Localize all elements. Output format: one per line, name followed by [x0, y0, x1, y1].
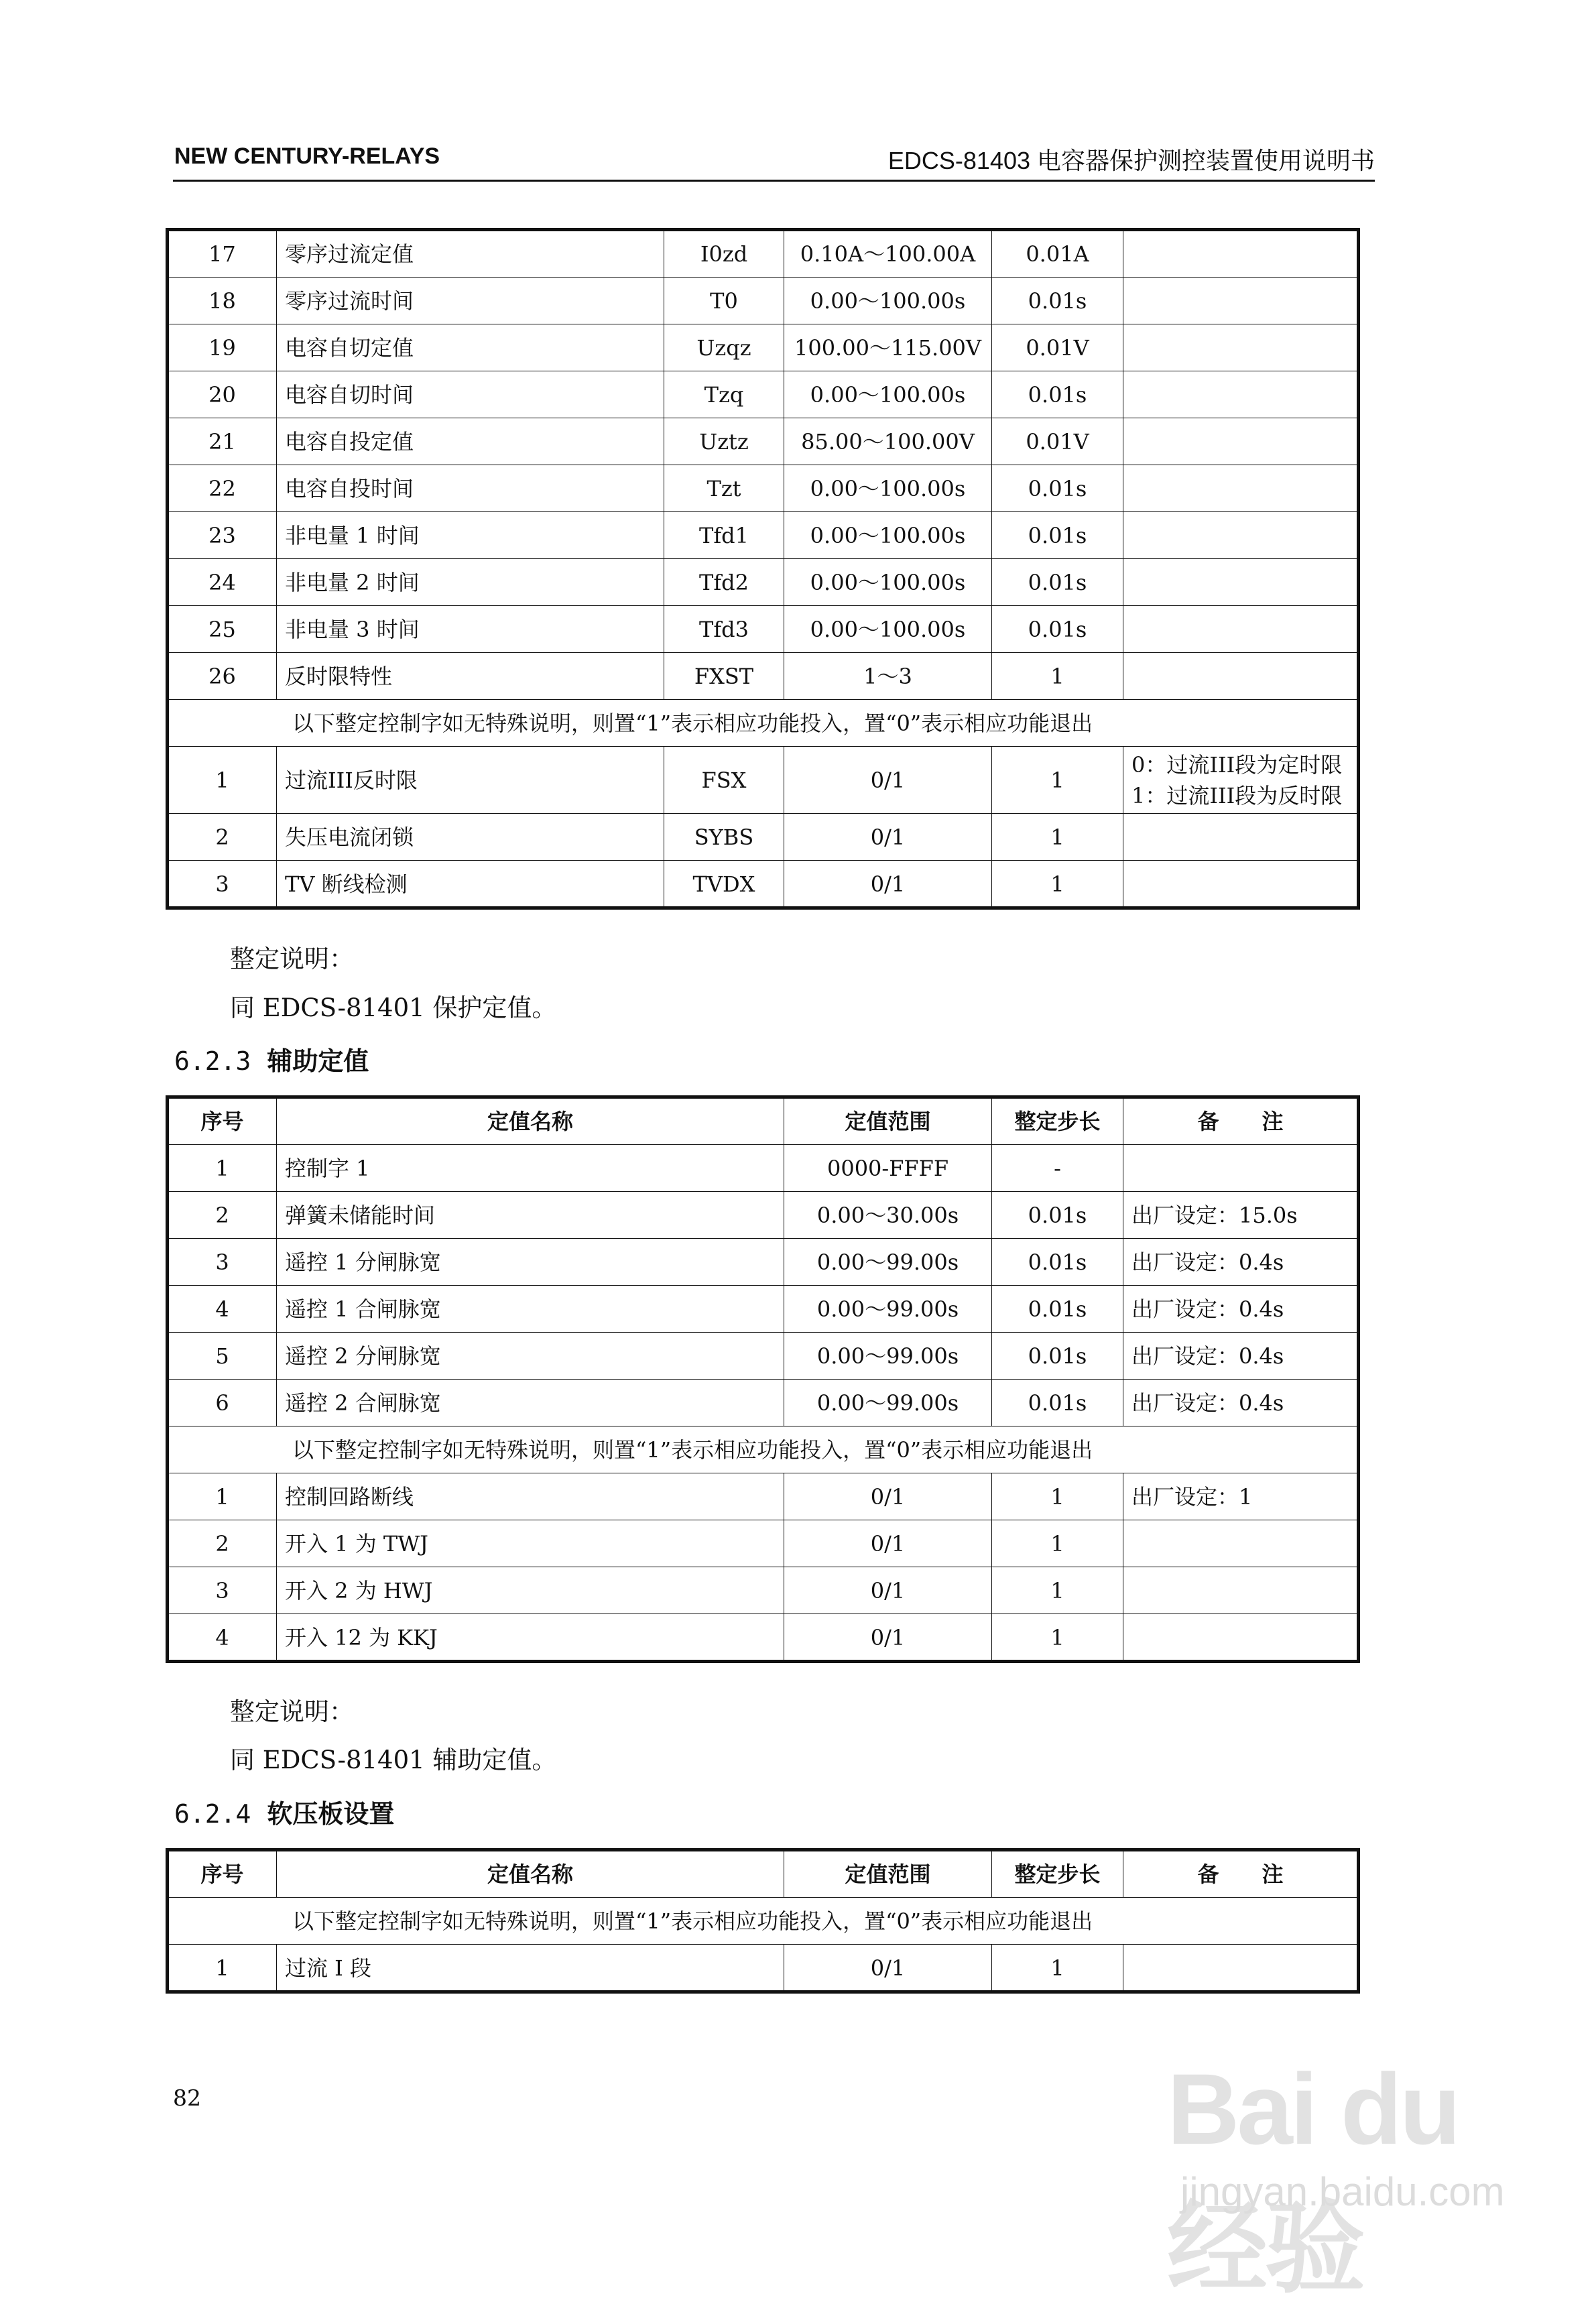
setting-code: FSX — [664, 747, 784, 814]
section-title: 软压板设置 — [267, 1799, 395, 1829]
setting-step: 1 — [992, 861, 1123, 908]
setting-note: 出厂设定：0.4s — [1123, 1333, 1358, 1380]
setting-code: TVDX — [664, 861, 784, 908]
table-span-row — [168, 700, 1358, 747]
setting-note — [1123, 1567, 1358, 1614]
table-row — [168, 418, 1358, 465]
setting-range: 0/1 — [784, 1473, 992, 1520]
row-number: 18 — [168, 278, 277, 324]
table-row — [168, 1567, 1358, 1614]
setting-step: 0.01s — [992, 1239, 1123, 1286]
header-remarks: 备 注 — [1123, 1098, 1358, 1145]
setting-note-text: 同 EDCS-81401 辅助定值。 — [230, 1746, 557, 1774]
setting-name: 遥控 1 合闸脉宽 — [277, 1286, 784, 1333]
setting-code: Tfd3 — [664, 606, 784, 653]
table-row — [168, 559, 1358, 606]
setting-note: 出厂设定：1 — [1123, 1473, 1358, 1520]
baidu-jingyan-watermark — [1120, 2051, 1516, 2305]
setting-note — [1123, 606, 1358, 653]
header-setting-name: 定值名称 — [277, 1851, 784, 1898]
setting-step: 0.01V — [992, 324, 1123, 371]
table-row — [168, 465, 1358, 512]
setting-range: 0.00～100.00s — [784, 278, 992, 324]
setting-step: 0.01s — [992, 278, 1123, 324]
watermark-url: jingyan.baidu.com — [1180, 2169, 1505, 2214]
setting-note — [1123, 512, 1358, 559]
setting-range: 0.00～100.00s — [784, 465, 992, 512]
table-header-row — [168, 1851, 1358, 1898]
setting-note: 出厂设定：0.4s — [1123, 1380, 1358, 1426]
setting-step: 1 — [992, 1520, 1123, 1567]
row-number: 1 — [168, 1473, 277, 1520]
table-row — [168, 1380, 1358, 1426]
setting-range: 0000-FFFF — [784, 1145, 992, 1192]
table-row — [168, 324, 1358, 371]
setting-name: 开入 2 为 HWJ — [277, 1567, 784, 1614]
row-number: 3 — [168, 1567, 277, 1614]
setting-code: I0zd — [664, 231, 784, 278]
table-row — [168, 512, 1358, 559]
row-number: 4 — [168, 1614, 277, 1661]
setting-range: 0/1 — [784, 747, 992, 814]
row-number: 1 — [168, 747, 277, 814]
table-row — [168, 1520, 1358, 1567]
setting-range: 0/1 — [784, 1567, 992, 1614]
setting-note — [1123, 1614, 1358, 1661]
soft-strap-table — [168, 1850, 1358, 1992]
section-number: 6.2.4 — [174, 1799, 251, 1829]
setting-range: 0/1 — [784, 814, 992, 861]
table-row — [168, 1145, 1358, 1192]
setting-name: 非电量 1 时间 — [277, 512, 664, 559]
setting-name: 电容自投定值 — [277, 418, 664, 465]
watermark-brand: Bai du 经验 — [1167, 2053, 1459, 2305]
setting-step: 1 — [992, 653, 1123, 700]
setting-step: 0.01V — [992, 418, 1123, 465]
setting-code: FXST — [664, 653, 784, 700]
setting-step: - — [992, 1145, 1123, 1192]
control-word-instruction: 以下整定控制字如无特殊说明，则置“1”表示相应功能投入，置“0”表示相应功能退出 — [168, 1898, 1358, 1945]
setting-name: 过流III反时限 — [277, 747, 664, 814]
table-row — [168, 747, 1358, 814]
table-header-row — [168, 1098, 1358, 1145]
setting-code: Uzqz — [664, 324, 784, 371]
table-row — [168, 653, 1358, 700]
row-number: 24 — [168, 559, 277, 606]
section-number: 6.2.3 — [174, 1046, 251, 1076]
table-row — [168, 1614, 1358, 1661]
table-row — [168, 371, 1358, 418]
row-number: 2 — [168, 814, 277, 861]
setting-range: 0.00～100.00s — [784, 559, 992, 606]
table-row — [168, 1239, 1358, 1286]
setting-step: 1 — [992, 747, 1123, 814]
setting-step: 0.01s — [992, 371, 1123, 418]
setting-note — [1123, 324, 1358, 371]
setting-step: 1 — [992, 1567, 1123, 1614]
setting-name: 控制字 1 — [277, 1145, 784, 1192]
row-number: 21 — [168, 418, 277, 465]
setting-note — [1123, 371, 1358, 418]
setting-range: 0.00～30.00s — [784, 1192, 992, 1239]
setting-name: 非电量 3 时间 — [277, 606, 664, 653]
setting-name: 遥控 2 分闸脉宽 — [277, 1333, 784, 1380]
setting-range: 0.10A～100.00A — [784, 231, 992, 278]
setting-note-label: 整定说明： — [230, 1697, 354, 1726]
setting-name: 开入 1 为 TWJ — [277, 1520, 784, 1567]
setting-note — [1123, 747, 1358, 814]
row-number: 1 — [168, 1945, 277, 1992]
auxiliary-settings-table — [168, 1097, 1358, 1661]
setting-note — [1123, 653, 1358, 700]
note-line: 0：过流III段为定时限 — [1131, 751, 1343, 778]
header-setting-name: 定值名称 — [277, 1098, 784, 1145]
setting-range: 0/1 — [784, 1520, 992, 1567]
setting-name: TV 断线检测 — [277, 861, 664, 908]
setting-code: Tzq — [664, 371, 784, 418]
setting-step: 0.01s — [992, 1380, 1123, 1426]
table-span-row — [168, 1898, 1358, 1945]
control-word-instruction: 以下整定控制字如无特殊说明，则置“1”表示相应功能投入，置“0”表示相应功能退出 — [168, 700, 1358, 747]
header-step: 整定步长 — [992, 1098, 1123, 1145]
page-number: 82 — [173, 2085, 201, 2111]
setting-name: 遥控 2 合闸脉宽 — [277, 1380, 784, 1426]
table-row — [168, 1333, 1358, 1380]
table-row — [168, 1192, 1358, 1239]
setting-note — [1123, 1945, 1358, 1992]
setting-range: 0/1 — [784, 1945, 992, 1992]
setting-note-text: 同 EDCS-81401 保护定值。 — [230, 993, 557, 1022]
setting-range: 0.00～99.00s — [784, 1380, 992, 1426]
setting-code: SYBS — [664, 814, 784, 861]
setting-step: 1 — [992, 1614, 1123, 1661]
setting-note: 出厂设定：0.4s — [1123, 1239, 1358, 1286]
table-row — [168, 861, 1358, 908]
setting-step: 1 — [992, 1945, 1123, 1992]
setting-range: 0.00～99.00s — [784, 1333, 992, 1380]
setting-name: 零序过流定值 — [277, 231, 664, 278]
setting-note — [1123, 231, 1358, 278]
setting-note — [1123, 1145, 1358, 1192]
row-number: 3 — [168, 1239, 277, 1286]
setting-range: 0.00～100.00s — [784, 371, 992, 418]
header-serial: 序号 — [168, 1851, 277, 1898]
setting-name: 电容自投时间 — [277, 465, 664, 512]
row-number: 20 — [168, 371, 277, 418]
row-number: 4 — [168, 1286, 277, 1333]
setting-note — [1123, 814, 1358, 861]
setting-range: 0.00～100.00s — [784, 512, 992, 559]
row-number: 2 — [168, 1192, 277, 1239]
table-row — [168, 606, 1358, 653]
setting-step: 0.01s — [992, 606, 1123, 653]
row-number: 1 — [168, 1145, 277, 1192]
setting-note: 出厂设定：0.4s — [1123, 1286, 1358, 1333]
setting-code: T0 — [664, 278, 784, 324]
section-title: 辅助定值 — [267, 1046, 369, 1076]
setting-note — [1123, 465, 1358, 512]
row-number: 3 — [168, 861, 277, 908]
header-remarks: 备 注 — [1123, 1851, 1358, 1898]
setting-name: 反时限特性 — [277, 653, 664, 700]
header-range: 定值范围 — [784, 1098, 992, 1145]
table-row — [168, 814, 1358, 861]
setting-name: 电容自切时间 — [277, 371, 664, 418]
setting-step: 0.01s — [992, 1333, 1123, 1380]
header-doc-title: EDCS-81403 电容器保护测控装置使用说明书 — [887, 147, 1375, 174]
setting-step: 0.01A — [992, 231, 1123, 278]
header-serial: 序号 — [168, 1098, 277, 1145]
header-step: 整定步长 — [992, 1851, 1123, 1898]
setting-name: 非电量 2 时间 — [277, 559, 664, 606]
setting-range: 0/1 — [784, 1614, 992, 1661]
table-row — [168, 1945, 1358, 1992]
row-number: 25 — [168, 606, 277, 653]
setting-range: 0.00～99.00s — [784, 1286, 992, 1333]
setting-step: 0.01s — [992, 1192, 1123, 1239]
setting-step: 0.01s — [992, 559, 1123, 606]
setting-note — [1123, 418, 1358, 465]
section-heading-6-2-4 — [174, 1793, 394, 1830]
table-row — [168, 278, 1358, 324]
setting-name: 开入 12 为 KKJ — [277, 1614, 784, 1661]
protection-settings-table — [168, 230, 1358, 908]
setting-code: Tfd2 — [664, 559, 784, 606]
setting-name: 弹簧未储能时间 — [277, 1192, 784, 1239]
row-number: 26 — [168, 653, 277, 700]
setting-name: 过流 I 段 — [277, 1945, 784, 1992]
setting-name: 零序过流时间 — [277, 278, 664, 324]
table-row — [168, 1286, 1358, 1333]
setting-range: 1～3 — [784, 653, 992, 700]
setting-note — [1123, 1520, 1358, 1567]
setting-step: 1 — [992, 1473, 1123, 1520]
row-number: 17 — [168, 231, 277, 278]
setting-note: 出厂设定：15.0s — [1123, 1192, 1358, 1239]
setting-name: 失压电流闭锁 — [277, 814, 664, 861]
setting-name: 电容自切定值 — [277, 324, 664, 371]
header-range: 定值范围 — [784, 1851, 992, 1898]
note-line: 1：过流III段为反时限 — [1131, 782, 1343, 808]
table-row — [168, 231, 1358, 278]
control-word-instruction: 以下整定控制字如无特殊说明，则置“1”表示相应功能投入，置“0”表示相应功能退出 — [168, 1426, 1358, 1473]
row-number: 19 — [168, 324, 277, 371]
section-heading-6-2-3 — [174, 1040, 369, 1077]
setting-step: 0.01s — [992, 465, 1123, 512]
setting-note — [1123, 861, 1358, 908]
setting-range: 0/1 — [784, 861, 992, 908]
row-number: 22 — [168, 465, 277, 512]
setting-code: Uztz — [664, 418, 784, 465]
row-number: 5 — [168, 1333, 277, 1380]
row-number: 23 — [168, 512, 277, 559]
header-company: NEW CENTURY-RELAYS — [174, 143, 440, 169]
row-number: 2 — [168, 1520, 277, 1567]
setting-note — [1123, 278, 1358, 324]
table-row — [168, 1473, 1358, 1520]
setting-name: 遥控 1 分闸脉宽 — [277, 1239, 784, 1286]
setting-step: 1 — [992, 814, 1123, 861]
setting-range: 0.00～99.00s — [784, 1239, 992, 1286]
table-span-row — [168, 1426, 1358, 1473]
setting-code: Tzt — [664, 465, 784, 512]
row-number: 6 — [168, 1380, 277, 1426]
setting-range: 0.00～100.00s — [784, 606, 992, 653]
setting-step: 0.01s — [992, 512, 1123, 559]
setting-note — [1123, 559, 1358, 606]
header-divider — [173, 180, 1375, 182]
setting-range: 85.00～100.00V — [784, 418, 992, 465]
setting-note-label: 整定说明： — [230, 945, 354, 973]
setting-range: 100.00～115.00V — [784, 324, 992, 371]
setting-name: 控制回路断线 — [277, 1473, 784, 1520]
setting-code: Tfd1 — [664, 512, 784, 559]
setting-step: 0.01s — [992, 1286, 1123, 1333]
